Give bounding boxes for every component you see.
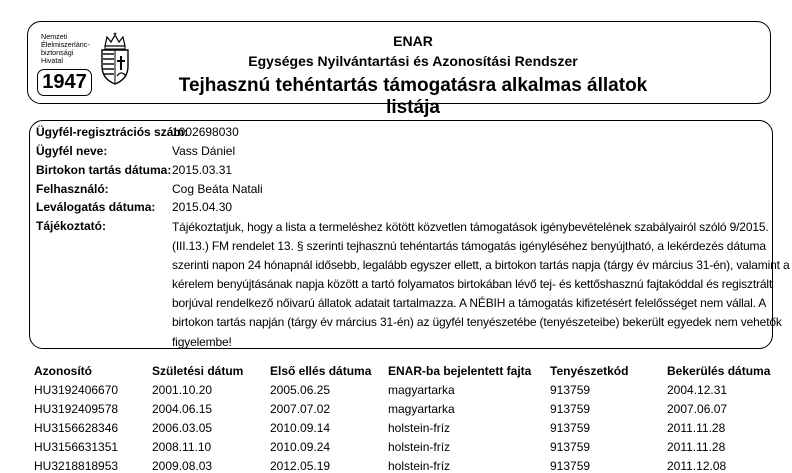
table-cell: 2004.12.31 (667, 383, 728, 397)
table-cell: 2008.11.10 (152, 440, 212, 454)
client-name-value: Vass Dániel (172, 144, 236, 158)
table-cell: 2010.09.24 (270, 440, 331, 454)
notice-line: (III.13.) FM rendelet 13. § szerinti tejhasznú tehéntartás támogatás igényléséhez benyújtható, a lekérdezés dátuma (172, 239, 766, 254)
table-cell: 913759 (550, 440, 591, 454)
column-header-birth-date: Születési dátum (152, 364, 244, 378)
system-full-name: Egységes Nyilvántartási és Azonosítási Rendszer (248, 53, 578, 69)
table-cell: 2001.10.20 (152, 383, 213, 397)
holding-date-value: 2015.03.31 (172, 163, 233, 177)
query-date-value: 2015.04.30 (172, 200, 233, 214)
column-header-first-calving: Első ellés dátuma (270, 364, 372, 378)
document-title: Tejhasznú tehéntartás támogatásra alkalmas állatok listája (178, 75, 648, 118)
client-reg-value: 1002698030 (172, 125, 239, 139)
table-cell: 2007.06.07 (667, 402, 728, 416)
agency-name-line: Nemzeti (41, 32, 68, 41)
user-value: Cog Beáta Natali (172, 182, 263, 196)
user-label: Felhasználó: (36, 182, 109, 196)
table-cell: 2011.12.08 (667, 459, 727, 473)
column-header-id: Azonosító (34, 364, 92, 378)
client-reg-label: Ügyfél-regisztrációs szám: (36, 125, 189, 139)
table-cell: 2007.07.02 (270, 402, 331, 416)
table-cell: 2004.06.15 (152, 402, 213, 416)
table-cell: magyartarka (388, 383, 455, 397)
holding-date-label: Birtokon tartás dátuma: (36, 163, 172, 177)
table-cell: holstein-fríz (388, 421, 451, 435)
table-cell: 913759 (550, 421, 591, 435)
notice-line: kérelem benyújtásának napja között a tartó folyamatos birtokában lévő tej- és kettőshasznú fajtakóddal és regisztrált (172, 277, 773, 292)
table-cell: HU3156631351 (34, 440, 119, 454)
table-cell: 2011.11.28 (667, 440, 726, 454)
notice-line: Tájékoztatjuk, hogy a lista a termeléshez kötött közvetlen támogatások igénybevételének szabályairól szóló 9/2015. (172, 220, 769, 234)
table-cell: HU3192406670 (34, 383, 119, 397)
table-cell: 913759 (550, 459, 591, 473)
table-cell: 913759 (550, 402, 591, 416)
table-cell: 913759 (550, 383, 591, 397)
table-cell: HU3218818953 (34, 459, 119, 473)
table-cell: holstein-fríz (388, 459, 451, 473)
agency-name-line: Hivatal (41, 56, 63, 65)
coat-of-arms-icon (97, 32, 133, 86)
table-cell: 2009.08.03 (152, 459, 213, 473)
agency-name-line: biztonsági (41, 48, 74, 57)
table-cell: 2012.05.19 (270, 459, 331, 473)
notice-line: birtokon tartás napján (tárgy év március 31-én) az ügyfél tenyészetébe (tenyészeteibe) bekerült egyedek nem vehetők (172, 315, 782, 330)
client-name-label: Ügyfél neve: (36, 144, 108, 158)
table-cell: 2006.03.05 (152, 421, 213, 435)
table-cell: 2011.11.28 (667, 421, 726, 435)
agency-year-badge: 1947 (37, 69, 92, 96)
notice-line: figyelembe! (172, 334, 232, 349)
table-cell: HU3156628346 (34, 421, 119, 435)
table-cell: 2005.06.25 (270, 383, 331, 397)
client-info-panel (29, 120, 790, 349)
column-header-entry-date: Bekerülés dátuma (667, 364, 771, 378)
document-header (27, 21, 771, 118)
system-short-name: ENAR (393, 33, 433, 49)
column-header-breed: ENAR-ba bejelentett fajta (388, 364, 532, 378)
notice-text (172, 218, 790, 352)
notice-line: borjúval rendelkező nőivarú állatok adatait tartalmazza. A NÉBIH a támogatás kifizetésért felelősséget nem vállal. A (172, 296, 767, 311)
table-cell: magyartarka (388, 402, 455, 416)
agency-name-line: Élelmiszerlánc- (41, 40, 90, 49)
notice-line: szerinti napon 24 hónapnál idősebb, legalább egyszer ellett, a birtokon tartás napja (tárgy év március 31-én), valamint a (172, 258, 790, 273)
table-cell: HU3192409578 (34, 402, 119, 416)
query-date-label: Leválogatás dátuma: (36, 200, 156, 214)
table-cell: 2010.09.14 (270, 421, 331, 435)
column-header-holding-code: Tenyészetkód (550, 364, 629, 378)
table-cell: holstein-fríz (388, 440, 451, 454)
notice-label: Tájékoztató: (36, 219, 107, 233)
